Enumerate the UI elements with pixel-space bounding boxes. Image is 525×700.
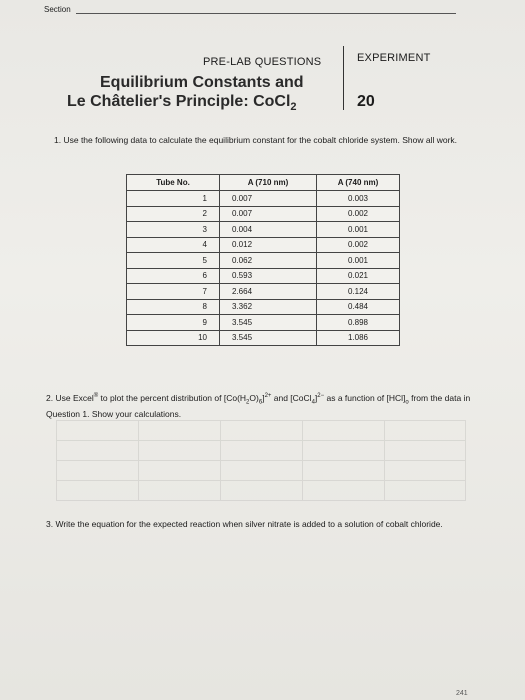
table-row bbox=[127, 330, 400, 346]
col-header-a740: A (740 nm) bbox=[317, 175, 400, 191]
table-row bbox=[127, 268, 400, 284]
section-fill-line bbox=[76, 13, 456, 14]
page-number: 241 bbox=[456, 690, 468, 697]
cell-a710: 0.012 bbox=[220, 237, 317, 253]
cell-a710: 0.062 bbox=[220, 253, 317, 269]
cell-a740: 0.021 bbox=[317, 268, 400, 284]
question-3: 3. Write the equation for the expected reaction when silver nitrate is added to a solution of cobalt chloride. bbox=[46, 519, 443, 529]
cell-tube: 4 bbox=[127, 237, 220, 253]
cell-a710: 0.004 bbox=[220, 222, 317, 238]
table-row bbox=[127, 222, 400, 238]
table-row bbox=[127, 206, 400, 222]
table-row bbox=[127, 284, 400, 300]
cell-a740: 0.003 bbox=[317, 191, 400, 207]
col-header-tube: Tube No. bbox=[127, 175, 220, 191]
cell-a740: 0.002 bbox=[317, 237, 400, 253]
cell-a710: 0.593 bbox=[220, 268, 317, 284]
prelab-heading: PRE-LAB QUESTIONS bbox=[203, 56, 322, 68]
cell-a740: 0.484 bbox=[317, 299, 400, 315]
page-title-line2: Le Châtelier's Principle: CoCl$_2$ bbox=[67, 93, 297, 114]
cell-tube: 10 bbox=[127, 330, 220, 346]
cell-a710: 2.664 bbox=[220, 284, 317, 300]
header-divider bbox=[343, 46, 344, 110]
table-row bbox=[127, 253, 400, 269]
cell-tube: 9 bbox=[127, 315, 220, 331]
table-row bbox=[127, 299, 400, 315]
cell-a740: 0.898 bbox=[317, 315, 400, 331]
section-label: Section bbox=[44, 5, 71, 14]
experiment-label: EXPERIMENT bbox=[357, 52, 431, 64]
page-title-line1: Equilibrium Constants and bbox=[100, 74, 304, 91]
cell-a710: 0.007 bbox=[220, 191, 317, 207]
question-2: 2. Use Excel® to plot the percent distribution of $[Co(H_2O)_6]^{2+}$ and [CoCl$_4$]$^{2-}$ as a function of $[HCl]_o$ from the data in Question 1. Show your calculations. bbox=[46, 392, 471, 419]
question-1: 1. Use the following data to calculate the equilibrium constant for the cobalt chloride system. Show all work. bbox=[54, 135, 458, 145]
cell-a710: 3.545 bbox=[220, 330, 317, 346]
cell-a740: 0.124 bbox=[317, 284, 400, 300]
table-row bbox=[127, 237, 400, 253]
cell-tube: 8 bbox=[127, 299, 220, 315]
cell-tube: 2 bbox=[127, 206, 220, 222]
cell-tube: 6 bbox=[127, 268, 220, 284]
show-through-grid bbox=[56, 420, 466, 500]
col-header-a710: A (710 nm) bbox=[220, 175, 317, 191]
experiment-number: 20 bbox=[357, 93, 375, 110]
table-row bbox=[127, 191, 400, 207]
cell-tube: 1 bbox=[127, 191, 220, 207]
cell-a740: 0.001 bbox=[317, 222, 400, 238]
cell-tube: 5 bbox=[127, 253, 220, 269]
table-row bbox=[127, 315, 400, 331]
cell-tube: 3 bbox=[127, 222, 220, 238]
cell-a710: 3.362 bbox=[220, 299, 317, 315]
absorbance-table bbox=[126, 174, 400, 346]
cell-a740: 1.086 bbox=[317, 330, 400, 346]
cell-a740: 0.002 bbox=[317, 206, 400, 222]
table-header-row bbox=[127, 175, 400, 191]
cell-a710: 3.545 bbox=[220, 315, 317, 331]
cell-tube: 7 bbox=[127, 284, 220, 300]
cell-a710: 0.007 bbox=[220, 206, 317, 222]
cell-a740: 0.001 bbox=[317, 253, 400, 269]
